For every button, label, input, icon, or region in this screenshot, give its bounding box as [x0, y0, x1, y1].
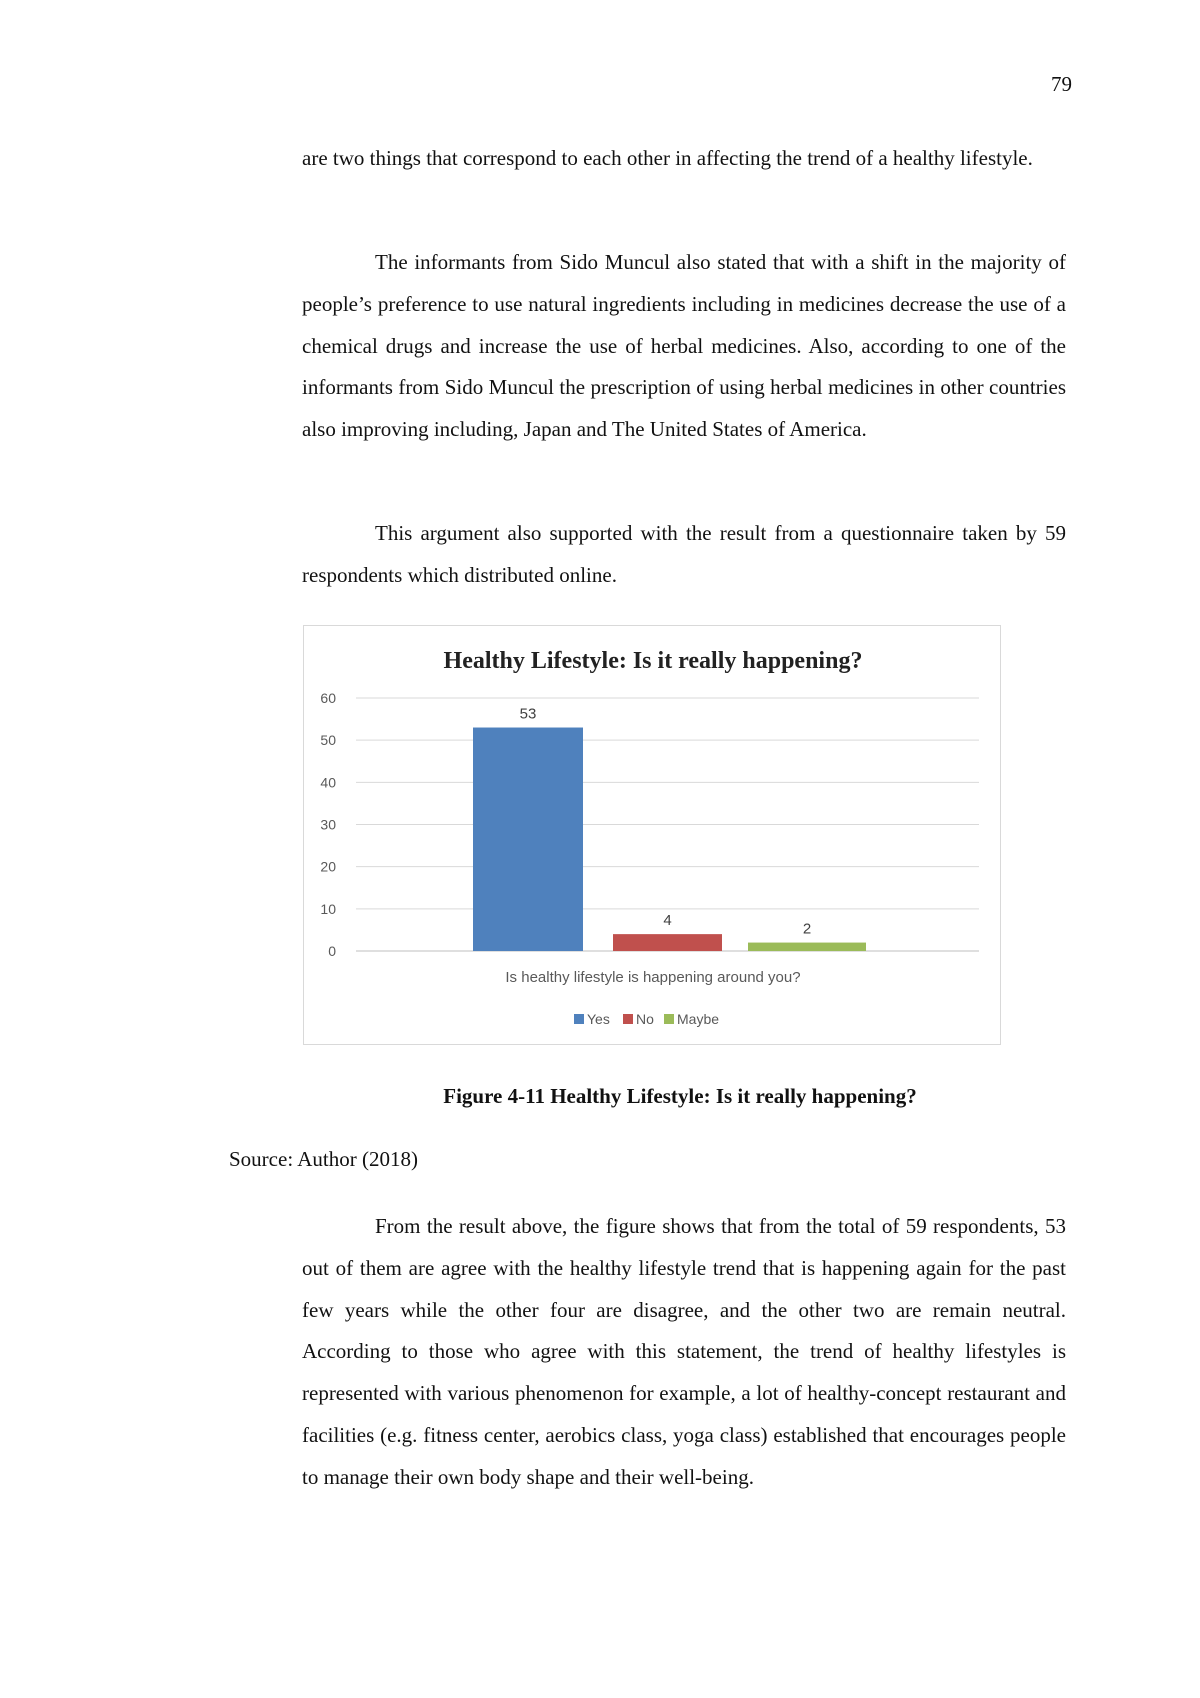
y-tick-label: 10: [320, 900, 336, 917]
y-tick-label: 50: [320, 732, 336, 749]
legend-label-no: No: [636, 1011, 654, 1027]
legend-swatch-yes: [574, 1014, 584, 1024]
paragraph-informants: The informants from Sido Muncul also stated that with a shift in the majority of people’s preference to use natural ingredients including in medicines decrease the use of a chemical drugs and increase the use of herbal medicines. Also, according to one of the informants from Sido Muncul the prescription of using herbal medicines in other countries also improving including, Japan and The United States of America.: [302, 250, 1066, 442]
y-tick-label: 40: [320, 774, 336, 791]
legend-swatch-no: [623, 1014, 633, 1024]
bar-yes: [473, 728, 583, 951]
chart-title: Healthy Lifestyle: Is it really happening?: [443, 648, 863, 674]
paragraph-questionnaire: This argument also supported with the result from a questionnaire taken by 59 respondents which distributed online.: [302, 521, 1066, 587]
data-label-no: 4: [663, 912, 672, 930]
y-tick-label: 60: [320, 690, 336, 706]
legend-swatch-maybe: [664, 1014, 674, 1024]
figure-caption: Figure 4-11 Healthy Lifestyle: Is it really happening?: [443, 1084, 917, 1108]
legend-label-maybe: Maybe: [677, 1011, 720, 1027]
bar-no: [613, 934, 722, 951]
paragraph-result-discussion: From the result above, the figure shows that from the total of 59 respondents, 53 out of them are agree with the healthy lifestyle trend that is happening again for the past few years while the other four are disagree, and the other two are remain neutral. According to those who agree with this statement, the trend of healthy lifestyles is represented with various phenomenon for example, a lot of healthy-concept restaurant and facilities (e.g. fitness center, aerobics class, yoga class) established that encourages people to manage their own body shape and their well-being.: [302, 1214, 1066, 1489]
figure-source: Source: Author (2018): [229, 1147, 418, 1171]
data-label-maybe: 2: [802, 920, 812, 938]
paragraph-continuation: are two things that correspond to each other in affecting the trend of a healthy lifestyle.: [302, 146, 1033, 170]
data-label-yes: 53: [519, 705, 537, 723]
chart-frame: [303, 625, 1001, 1045]
page-number: 79: [1051, 72, 1072, 96]
y-tick-label: 0: [328, 943, 336, 959]
x-axis-label: Is healthy lifestyle is happening around you?: [505, 969, 801, 986]
y-tick-label: 30: [320, 816, 336, 833]
bar-maybe: [748, 943, 866, 951]
y-tick-label: 20: [320, 858, 336, 875]
legend-label-yes: Yes: [587, 1011, 610, 1027]
bar-chart: [304, 626, 1002, 1046]
